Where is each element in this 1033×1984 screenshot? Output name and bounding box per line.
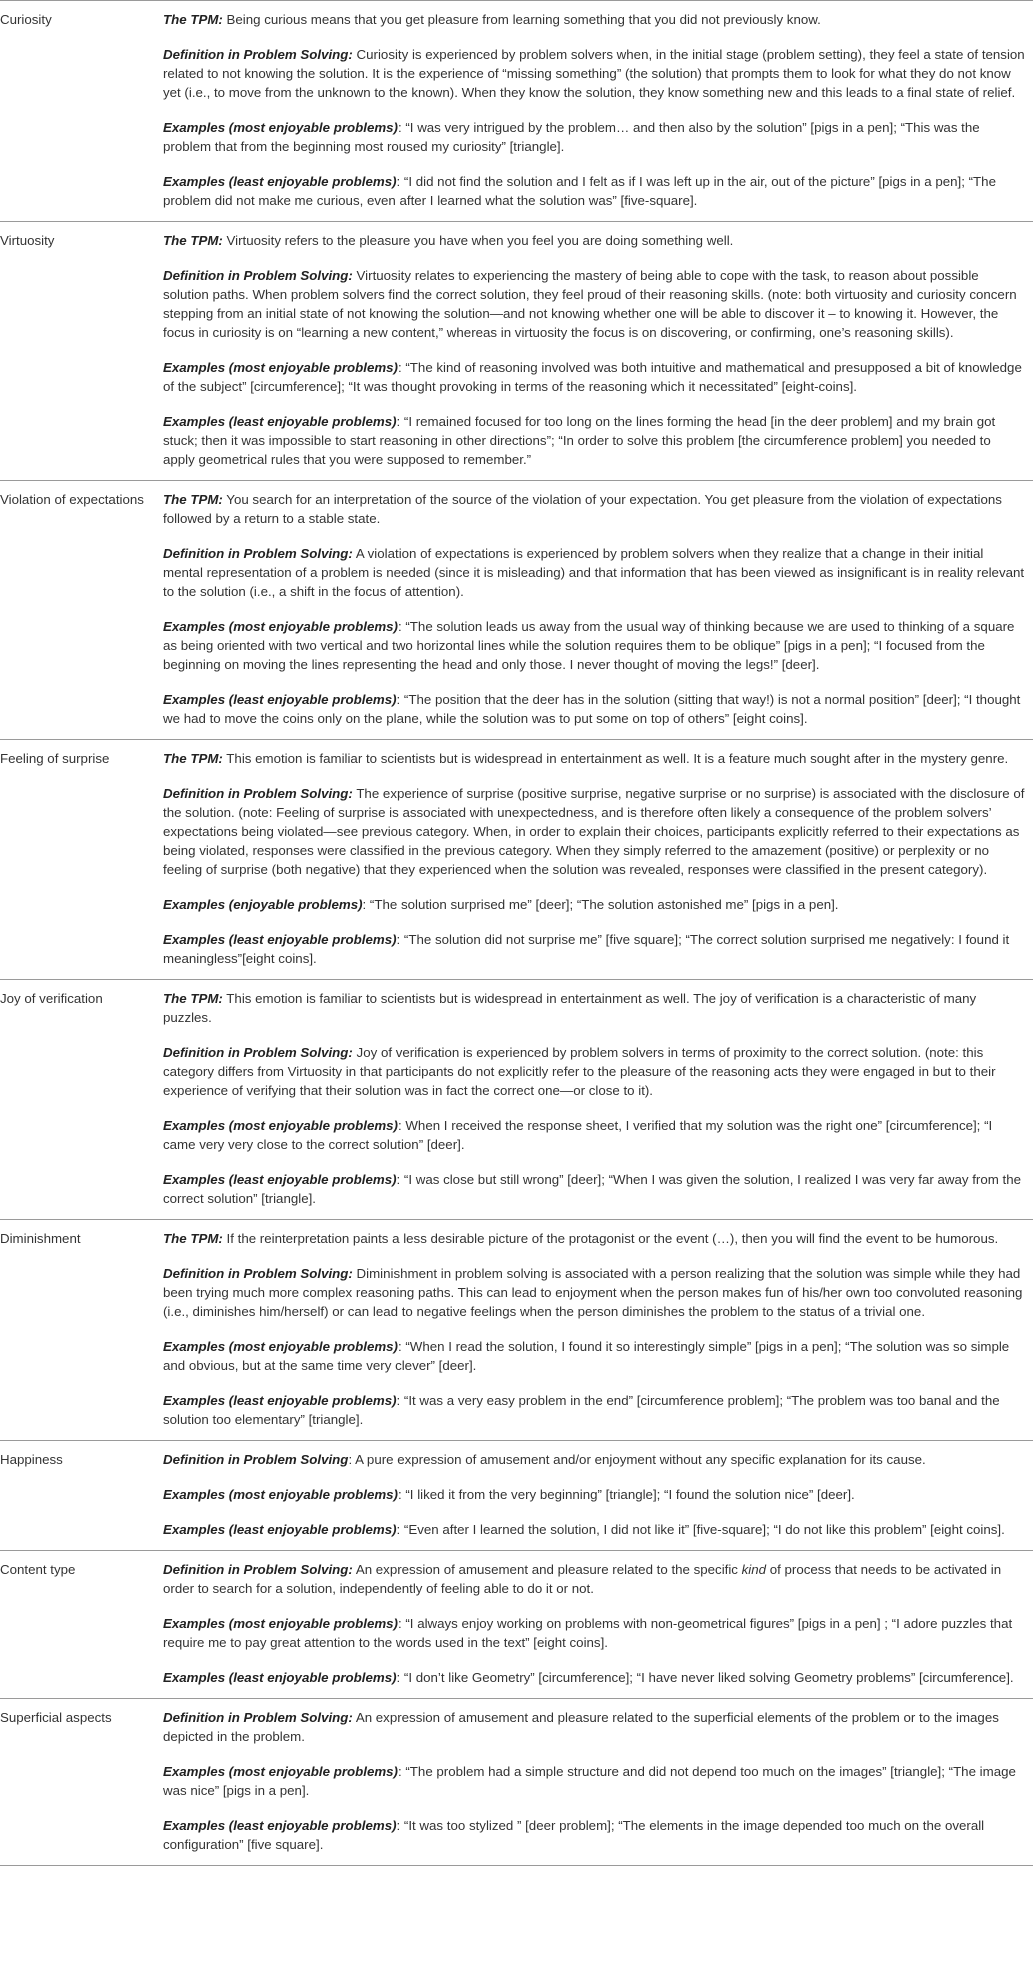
paragraph-text: : “When I read the solution, I found it so interestingly simple” [pigs in a pen]; “The solution was so simple and obvious, but at the same time very clever” [deer]. [163, 1339, 1010, 1373]
description-paragraph [163, 1708, 1025, 1746]
paragraph-label: Definition in Problem Solving: [163, 47, 353, 62]
paragraph-label: Definition in Problem Solving: [163, 268, 353, 283]
paragraph-text: : “I was very intrigued by the problem… and then also by the solution” [pigs in a pen]; “This was the problem that from the beginning most roused my curiosity” [triangle]. [163, 120, 980, 154]
description-paragraph [163, 10, 1025, 29]
description-paragraph [163, 1762, 1025, 1800]
category-description [163, 231, 1025, 469]
paragraph-text: : A pure expression of amusement and/or enjoyment without any specific explanation for its cause. [348, 1452, 926, 1467]
paragraph-label: Examples (least enjoyable problems) [163, 1670, 397, 1685]
table-row [0, 1699, 1033, 1866]
description-paragraph [163, 45, 1025, 102]
table-row [0, 1, 1033, 222]
description-paragraph [163, 1450, 1025, 1469]
paragraph-label: Examples (most enjoyable problems) [163, 360, 398, 375]
description-paragraph [163, 231, 1025, 250]
description-paragraph [163, 989, 1025, 1027]
paragraph-text: : “I did not find the solution and I felt as if I was left up in the air, out of the picture” [pigs in a pen]; “The problem did not make me curious, even after I learned what the solution was” [five-square]. [163, 174, 996, 208]
description-paragraph [163, 358, 1025, 396]
description-paragraph [163, 1485, 1025, 1504]
description-paragraph [163, 1170, 1025, 1208]
paragraph-label: Examples (least enjoyable problems) [163, 1522, 397, 1537]
category-description [163, 989, 1025, 1208]
paragraph-label: Examples (least enjoyable problems) [163, 932, 397, 947]
paragraph-label: Definition in Problem Solving [163, 1452, 349, 1467]
description-paragraph [163, 1668, 1025, 1687]
paragraph-text: : “I was close but still wrong” [deer]; “When I was given the solution, I realized I was very far away from the correct solution” [triangle]. [163, 1172, 1021, 1206]
paragraph-label: Examples (most enjoyable problems) [163, 619, 398, 634]
paragraph-label: The TPM: [163, 991, 223, 1006]
paragraph-label: Examples (most enjoyable problems) [163, 1118, 398, 1133]
description-paragraph [163, 412, 1025, 469]
paragraph-text: Virtuosity relates to experiencing the mastery of being able to cope with the task, to reason about possible solution paths. When problem solvers find the correct solution, they feel proud of their reasoning skills. (note: both virtuosity and curiosity concern stepping from an initial state of not knowing the solution—and not knowing whether one will be able to discover it – to knowing it. However, the focus in curiosity is on “learning a new content,” whereas in virtuosity the focus is on discovering, or confirming, one’s reasoning skills). [163, 268, 1017, 340]
description-paragraph [163, 1264, 1025, 1321]
paragraph-text: Being curious means that you get pleasure from learning something that you did not previously know. [222, 12, 821, 27]
paragraph-label: Definition in Problem Solving: [163, 786, 353, 801]
paragraph-text: : “The kind of reasoning involved was both intuitive and mathematical and presupposed a bit of knowledge of the subject” [circumference]; “It was thought provoking in terms of the reasoning which it necessitated” [eight-coins]. [163, 360, 1022, 394]
description-paragraph [163, 749, 1025, 768]
paragraph-label: Definition in Problem Solving: [163, 1710, 353, 1725]
paragraph-label: Examples (enjoyable problems) [163, 897, 363, 912]
category-label: Happiness [0, 1452, 63, 1467]
paragraph-text: : “I liked it from the very beginning” [triangle]; “I found the solution nice” [deer]. [397, 1487, 855, 1502]
paragraph-label: Examples (least enjoyable problems) [163, 1172, 397, 1187]
paragraph-label: The TPM: [163, 751, 223, 766]
paragraph-text: : When I received the response sheet, I verified that my solution was the right one” [circumference]; “I came very very close to the correct solution” [deer]. [163, 1118, 993, 1152]
paragraph-label: Examples (least enjoyable problems) [163, 1818, 397, 1833]
description-paragraph [163, 930, 1025, 968]
paragraph-text: : “The problem had a simple structure and did not depend too much on the images” [triangle]; “The image was nice” [pigs in a pen]. [163, 1764, 1016, 1798]
description-paragraph [163, 1391, 1025, 1429]
category-description [163, 1229, 1025, 1429]
category-label: Content type [0, 1562, 76, 1577]
description-paragraph [163, 1614, 1025, 1652]
paragraph-text: : “I remained focused for too long on the lines forming the head [in the deer problem] and my brain got stuck; then it was impossible to start reasoning in other directions”; “In order to solve this problem [the circumference problem] you needed to apply geometrical rules that you were supposed to remember.” [163, 414, 996, 467]
paragraph-label: Definition in Problem Solving: [163, 1045, 353, 1060]
paragraph-label: Examples (most enjoyable problems) [163, 1339, 398, 1354]
description-paragraph [163, 1560, 1025, 1598]
paragraph-text: : “It was too stylized ” [deer problem]; “The elements in the image depended too much on the overall configuration” [five square]. [163, 1818, 985, 1852]
paragraph-text: The experience of surprise (positive surprise, negative surprise or no surprise) is associated with the disclosure of the solution. (note: Feeling of surprise is associated with unexpectedness, and is therefore often likely a consequence of the problem solvers’ expectations being violated—see previous category. When, in order to explain their choices, participants explicitly referred to their expectations as being violated, responses were classified in the previous category. When they simply referred to the amazement (positive) or perplexity or no feeling of surprise (both negative) that they experienced when the solution was revealed, responses were classified in the present category). [163, 786, 1025, 877]
paragraph-label: Examples (least enjoyable problems) [163, 174, 397, 189]
paragraph-label: Examples (least enjoyable problems) [163, 1393, 397, 1408]
table-row [0, 1441, 1033, 1551]
paragraph-text: This emotion is familiar to scientists but is widespread in entertainment as well. It is a feature much sought after in the mystery genre. [222, 751, 1009, 766]
description-paragraph [163, 172, 1025, 210]
paragraph-text: : “The solution surprised me” [deer]; “The solution astonished me” [pigs in a pen]. [362, 897, 839, 912]
paragraph-emphasis: kind [741, 1562, 767, 1577]
table-row [0, 980, 1033, 1220]
description-paragraph [163, 784, 1025, 879]
category-description [163, 490, 1025, 728]
paragraph-text: : “The solution leads us away from the usual way of thinking because we are used to thinking of a square as being oriented with two vertical and two horizontal lines while the solution requires them to be oblique” [pigs in a pen]; “I focused from the beginning on moving the lines representing the head and only those. I never thought of moving the legs!” [deer]. [163, 619, 1015, 672]
description-paragraph [163, 1337, 1025, 1375]
paragraph-label: Examples (most enjoyable problems) [163, 1764, 398, 1779]
paragraph-text: : “The solution did not surprise me” [five square]; “The correct solution surprised me negatively: I found it meaningless”[eight coins]. [163, 932, 1010, 966]
table-row [0, 1551, 1033, 1699]
category-label: Diminishment [0, 1231, 81, 1246]
paragraph-text: Curiosity is experienced by problem solvers when, in the initial stage (problem setting), they feel a state of tension related to not knowing the solution. It is the experience of “missing something” (the solution) that prompts them to look for what they do not know yet (i.e., to move from the unknown to the known). When they know the solution, they know something new and this leads to a final state of relief. [163, 47, 1025, 100]
paragraph-text: : “I don’t like Geometry” [circumference]; “I have never liked solving Geometry problems” [circumference]. [396, 1670, 1014, 1685]
paragraph-label: Definition in Problem Solving: [163, 546, 353, 561]
paragraph-text: Virtuosity refers to the pleasure you have when you feel you are doing something well. [222, 233, 734, 248]
paragraph-label: The TPM: [163, 1231, 223, 1246]
paragraph-label: Examples (least enjoyable problems) [163, 692, 397, 707]
paragraph-label: The TPM: [163, 12, 223, 27]
paragraph-label: Examples (most enjoyable problems) [163, 1616, 398, 1631]
description-paragraph [163, 617, 1025, 674]
paragraph-text: of process that needs to be activated in order to search for a solution, independently of feeling able to do it or not. [163, 1562, 1002, 1596]
category-description [163, 10, 1025, 210]
category-description [163, 749, 1025, 968]
table-row [0, 740, 1033, 980]
table-row [0, 1220, 1033, 1441]
paragraph-label: Examples (most enjoyable problems) [163, 120, 398, 135]
paragraph-label: The TPM: [163, 492, 223, 507]
paragraph-text: : “I always enjoy working on problems with non-geometrical figures” [pigs in a pen] ; “I adore puzzles that require me to pay great attention to the words used in the text” [eight coins]. [163, 1616, 1013, 1650]
category-label: Superficial aspects [0, 1710, 112, 1725]
description-paragraph [163, 1043, 1025, 1100]
category-label: Violation of expectations [0, 492, 144, 507]
description-paragraph [163, 490, 1025, 528]
table-row [0, 481, 1033, 740]
category-description [163, 1560, 1025, 1687]
category-label: Feeling of surprise [0, 751, 110, 766]
description-paragraph [163, 118, 1025, 156]
paragraph-text: An expression of amusement and pleasure related to the specific [352, 1562, 742, 1577]
paragraph-label: Examples (most enjoyable problems) [163, 1487, 398, 1502]
category-description [163, 1708, 1025, 1854]
paragraph-label: Definition in Problem Solving: [163, 1266, 353, 1281]
description-paragraph [163, 1520, 1025, 1539]
description-paragraph [163, 895, 1025, 914]
category-label: Joy of verification [0, 991, 103, 1006]
table-row [0, 222, 1033, 481]
paragraph-text: This emotion is familiar to scientists but is widespread in entertainment as well. The joy of verification is a characteristic of many puzzles. [163, 991, 977, 1025]
paragraph-text: Joy of verification is experienced by problem solvers in terms of proximity to the correct solution. (note: this category differs from Virtuosity in that participants do not explicitly refer to the pleasure of the reasoning acts they were engaged in but to their experience of verifying that their solution was in fact the correct one—or close to it). [163, 1045, 996, 1098]
description-paragraph [163, 266, 1025, 342]
paragraph-label: The TPM: [163, 233, 223, 248]
description-paragraph [163, 690, 1025, 728]
paragraph-label: Examples (least enjoyable problems) [163, 414, 397, 429]
description-paragraph [163, 544, 1025, 601]
description-paragraph [163, 1116, 1025, 1154]
paragraph-text: : “Even after I learned the solution, I did not like it” [five-square]; “I do not like this problem” [eight coins]. [396, 1522, 1005, 1537]
description-paragraph [163, 1816, 1025, 1854]
description-paragraph [163, 1229, 1025, 1248]
paragraph-text: : “It was a very easy problem in the end” [circumference problem]; “The problem was too banal and the solution too elementary” [triangle]. [163, 1393, 1000, 1427]
paragraph-text: An expression of amusement and pleasure related to the superficial elements of the problem or to the images depicted in the problem. [163, 1710, 999, 1744]
paragraph-text: If the reinterpretation paints a less desirable picture of the protagonist or the event (…), then you will find the event to be humorous. [222, 1231, 999, 1246]
category-label: Virtuosity [0, 233, 55, 248]
category-label: Curiosity [0, 12, 52, 27]
paragraph-text: : “The position that the deer has in the solution (sitting that way!) is not a normal position” [deer]; “I thought we had to move the coins only on the plane, while the solution was to put some on top of others” [eight coins]. [163, 692, 1021, 726]
paragraph-label: Definition in Problem Solving: [163, 1562, 353, 1577]
paragraph-text: You search for an interpretation of the source of the violation of your expectation. You get pleasure from the violation of expectations followed by a return to a stable state. [163, 492, 1002, 526]
category-description [163, 1450, 1025, 1539]
paragraph-text: A violation of expectations is experienced by problem solvers when they realize that a change in their initial mental representation of a problem is needed (since it is misleading) and that information that has been viewed as insignificant is in reality relevant to the solution (i.e., a shift in the focus of attention). [163, 546, 1025, 599]
paragraph-text: Diminishment in problem solving is associated with a person realizing that the solution was simple while they had been trying much more complex reasoning paths. This can lead to enjoyment when the person makes fun of his/her own too convoluted reasoning (i.e., diminishes him/herself) or can lead to negative feelings when the person diminishes the problem to the status of a trivial one. [163, 1266, 1023, 1319]
